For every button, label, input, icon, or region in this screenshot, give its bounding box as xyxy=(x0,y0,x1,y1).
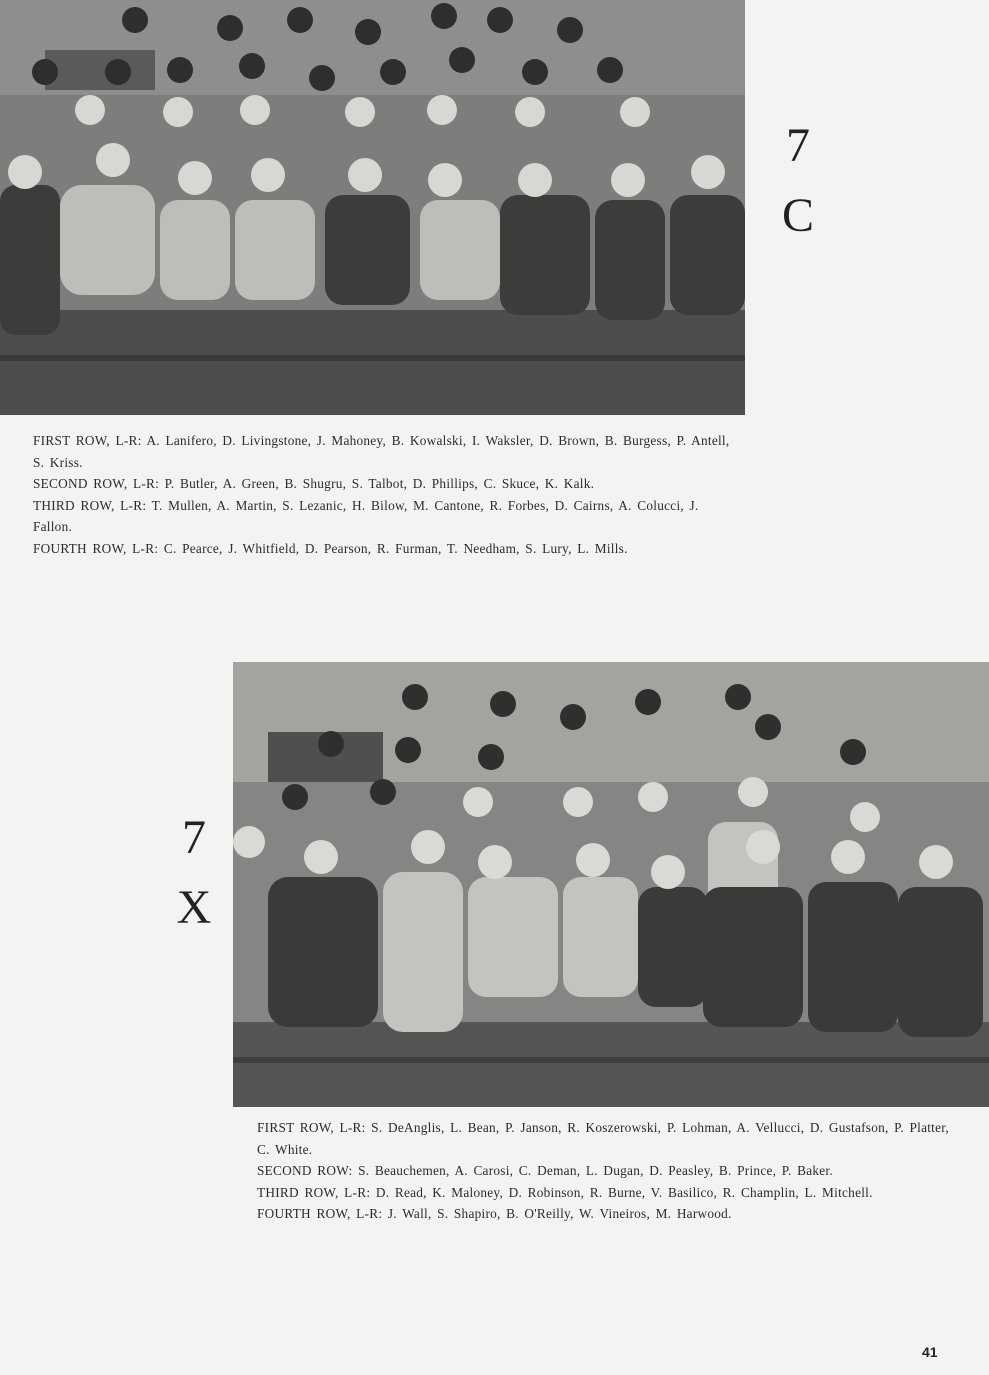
caption-second-row: SECOND ROW: S. Beauchemen, A. Carosi, C. Deman, L. Dugan, D. Peasley, B. Prince, P. Baker. xyxy=(257,1163,833,1178)
caption-third-row: THIRD ROW, L-R: D. Read, K. Maloney, D. Robinson, R. Burne, V. Basilico, R. Champlin, L. Mitchell. xyxy=(257,1184,873,1200)
caption-first-row: FIRST ROW, L-R: S. DeAnglis, L. Bean, P. Janson, R. Koszerowski, P. Lohman, A. Vellucci, D. Gustafson, P. Platter, C. White. xyxy=(257,1120,949,1157)
caption-third-row: THIRD ROW, L-R: T. Mullen, A. Martin, S. Lezanic, H. Bilow, M. Cantone, R. Forbes, D. Cairns, A. Colucci, J. Fallon. xyxy=(33,497,699,534)
caption-first-row: FIRST ROW, L-R: A. Lanifero, D. Livingstone, J. Mahoney, B. Kowalski, I. Waksler, D. Brown, B. Burgess, P. Antell, S. Kriss. xyxy=(33,433,730,470)
class-label-grade: 7 xyxy=(182,811,206,864)
caption-fourth-row: FOURTH ROW, L-R: C. Pearce, J. Whitfield, D. Pearson, R. Furman, T. Needham, S. Lury, L. Mills. xyxy=(33,540,628,556)
class-label-grade: 7 xyxy=(786,119,810,172)
class-7c-photo-image xyxy=(0,0,745,415)
caption-fourth-row: FOURTH ROW, L-R: J. Wall, S. Shapiro, B. O'Reilly, W. Vineiros, M. Harwood. xyxy=(257,1206,732,1221)
caption-second-row: SECOND ROW, L-R: P. Butler, A. Green, B. Shugru, S. Talbot, D. Phillips, C. Skuce, K. Kalk. xyxy=(33,476,595,491)
class-label-7x xyxy=(164,811,224,954)
class-7c-caption xyxy=(33,430,733,559)
class-label-section: C xyxy=(781,189,814,242)
class-7c-group-photo xyxy=(0,0,745,415)
page-number: 41 xyxy=(922,1344,938,1360)
class-label-section: X xyxy=(176,881,212,934)
class-label-7c xyxy=(768,119,828,262)
class-7x-caption xyxy=(257,1117,957,1225)
class-7x-group-photo xyxy=(233,662,989,1107)
class-7x-photo-image xyxy=(233,662,989,1107)
